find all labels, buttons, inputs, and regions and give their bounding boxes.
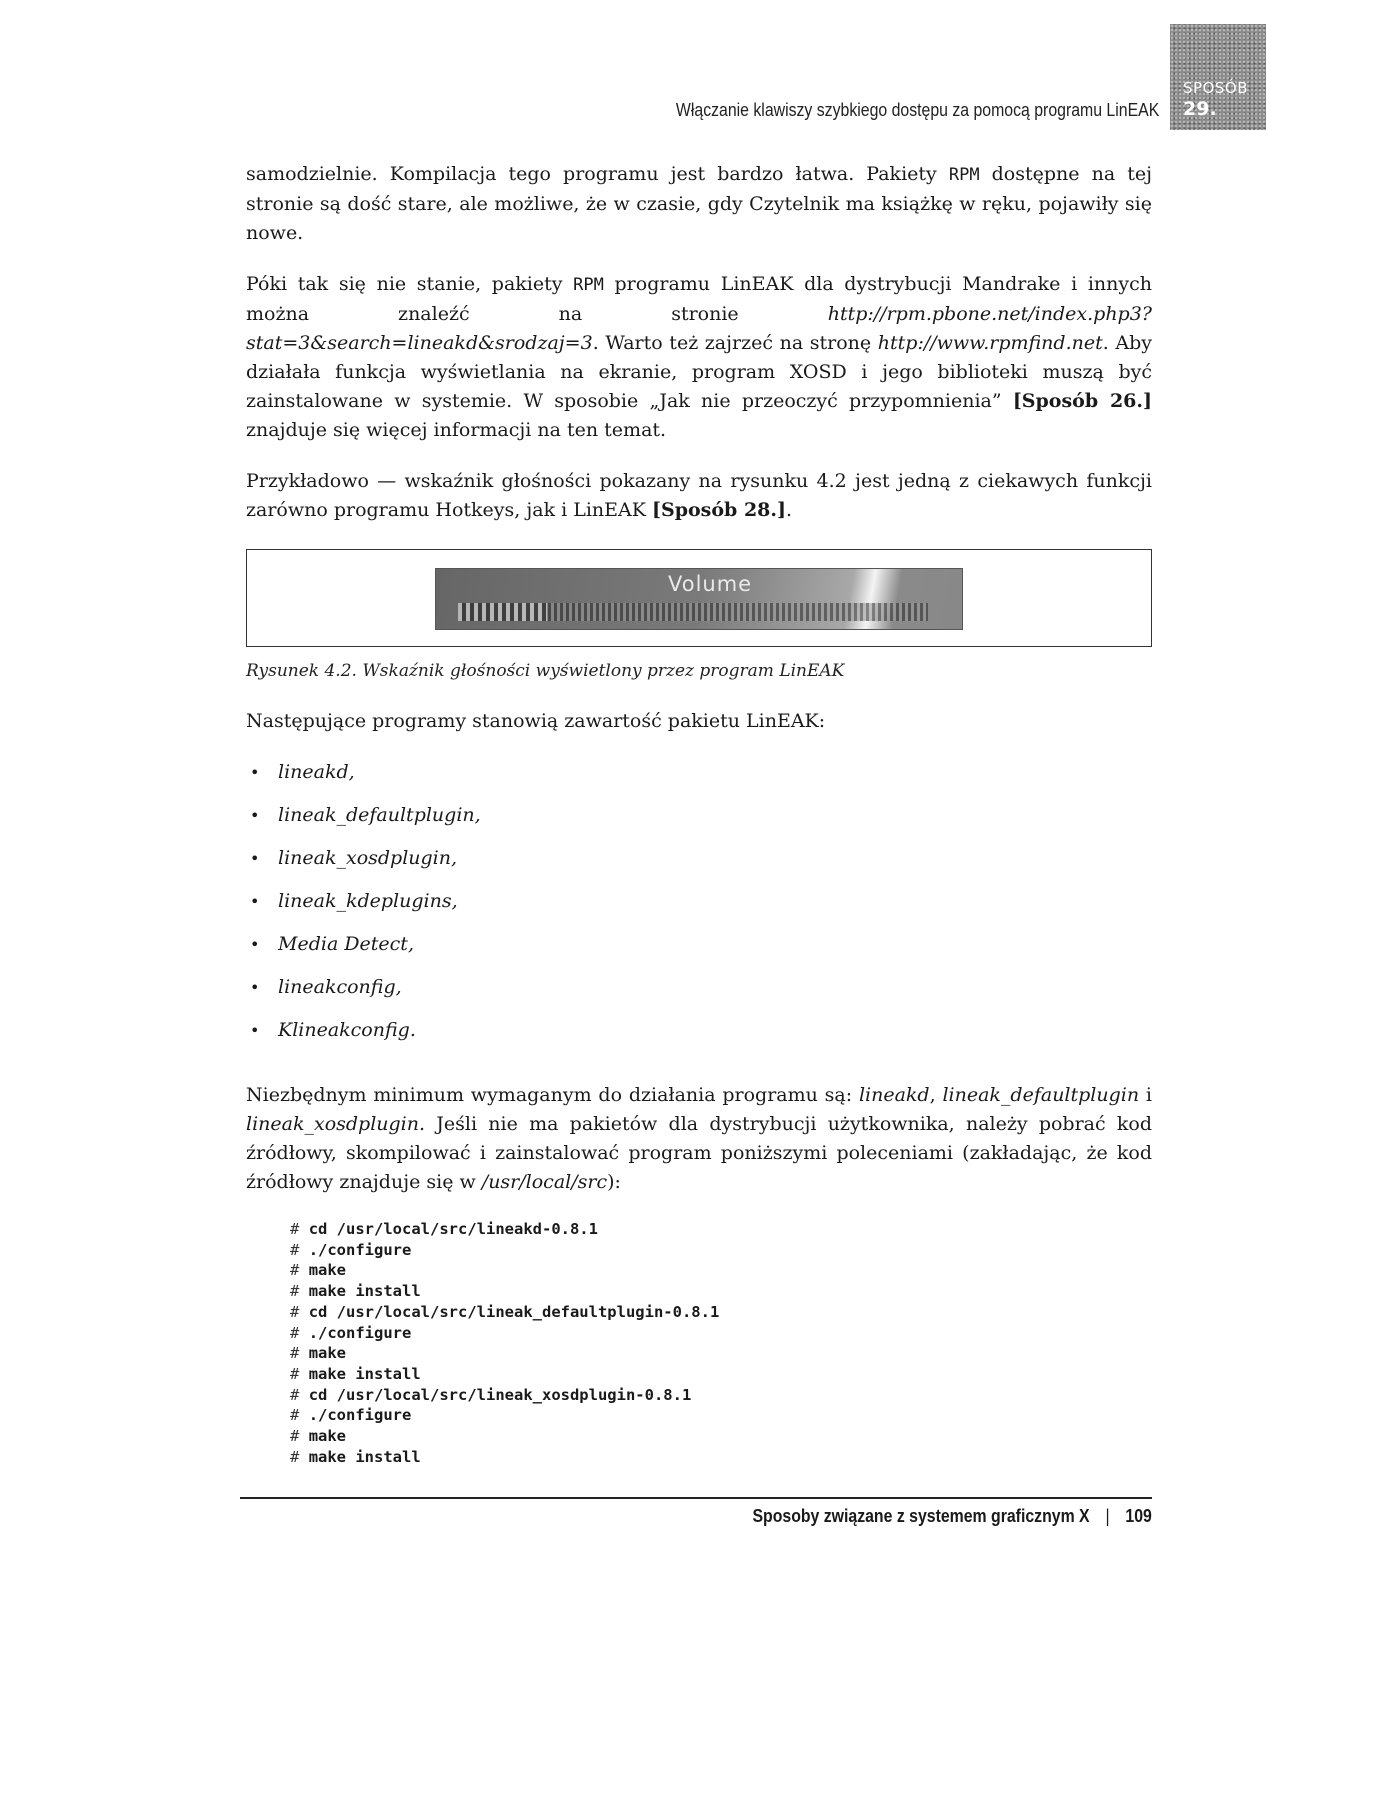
package-list-item [246, 930, 1152, 973]
bullet-icon: • [250, 1021, 260, 1040]
rpmfind-link[interactable]: http://www.rpmfind.net [877, 332, 1103, 354]
shell-command: make [308, 1261, 347, 1280]
shell-prompt: # [290, 1427, 300, 1446]
page-footer [753, 1506, 1152, 1527]
section-tab-label: SPOSÓB [1183, 79, 1248, 97]
paragraph-5-text-b: , [929, 1084, 943, 1106]
paragraph-2-text-b: programu LinEAK dla dystrybucji Mandrake i innych można znaleźć na stronie [246, 273, 1152, 325]
shell-prompt: # [290, 1344, 300, 1363]
shell-command: ./configure [308, 1323, 412, 1342]
paragraph-1 [246, 160, 1152, 248]
shell-prompt: # [290, 1447, 300, 1466]
figure-4-2 [246, 549, 1152, 647]
shell-prompt: # [290, 1240, 300, 1259]
bullet-icon: • [250, 849, 260, 868]
package-name: lineak_defaultplugin, [278, 804, 481, 826]
code-line [290, 1343, 1152, 1364]
code-line [290, 1302, 1152, 1323]
shell-prompt: # [290, 1282, 300, 1301]
footer-rule [240, 1497, 1152, 1499]
volume-bar-fill [458, 603, 547, 621]
figure-caption: Rysunek 4.2. Wskaźnik głośności wyświetlony przez program LinEAK [246, 661, 845, 681]
paragraph-1-text-a: samodzielnie. Kompilacja tego programu jest bardzo łatwa. Pakiety [246, 163, 949, 185]
section-tab [1170, 24, 1266, 130]
bullet-icon: • [250, 935, 260, 954]
paragraph-2-code: RPM [573, 275, 604, 295]
paragraph-5 [246, 1081, 1152, 1197]
package-list-item [246, 758, 1152, 801]
paragraph-3 [246, 467, 1152, 525]
shell-command: make [308, 1344, 347, 1363]
shell-prompt: # [290, 1406, 300, 1425]
shell-prompt: # [290, 1261, 300, 1280]
code-line [290, 1447, 1152, 1468]
shell-command: ./configure [308, 1240, 412, 1259]
code-line [290, 1260, 1152, 1281]
volume-bar-track [458, 603, 928, 621]
code-line [290, 1323, 1152, 1344]
footer-separator: | [1105, 1506, 1110, 1526]
shell-command: cd /usr/local/src/lineak_xosdplugin-0.8.1 [308, 1385, 692, 1404]
code-line [290, 1405, 1152, 1426]
shell-command: cd /usr/local/src/lineakd-0.8.1 [308, 1220, 598, 1238]
shell-prompt: # [290, 1364, 300, 1383]
paragraph-5-italic-lineakd: lineakd [858, 1084, 930, 1106]
package-name: lineak_kdeplugins, [278, 890, 458, 912]
package-list [246, 758, 1152, 1059]
shell-prompt: # [290, 1220, 300, 1238]
paragraph-2-text-a: Póki tak się nie stanie, pakiety [246, 273, 574, 295]
footer-chapter-title: Sposoby związane z systemem graficznym X [752, 1506, 1090, 1526]
shell-command: make install [308, 1364, 421, 1383]
page-body [246, 160, 1152, 1467]
shell-command: ./configure [308, 1406, 412, 1425]
package-name: lineak_xosdplugin, [278, 847, 458, 869]
shell-prompt: # [290, 1385, 300, 1404]
package-name: lineakd, [278, 761, 355, 783]
paragraph-2-text-e: znajduje się więcej informacji na ten temat. [246, 419, 667, 441]
package-list-item [246, 844, 1152, 887]
reference-sposob-26[interactable]: [Sposób 26.] [1012, 390, 1153, 412]
volume-osd-screenshot [435, 568, 963, 630]
package-list-item [246, 887, 1152, 930]
shell-prompt: # [290, 1323, 300, 1342]
code-line [290, 1240, 1152, 1261]
install-commands-code-block [290, 1219, 1152, 1467]
code-line [290, 1364, 1152, 1385]
bullet-icon: • [250, 892, 260, 911]
paragraph-3-text-b: . [785, 499, 793, 521]
bullet-icon: • [250, 806, 260, 825]
package-list-item [246, 1016, 1152, 1059]
package-list-item [246, 801, 1152, 844]
paragraph-3-text-a: Przykładowo — wskaźnik głośności pokazany na rysunku 4.2 jest jedną z ciekawych funkcji zarówno programu Hotkeys, jak i LinEAK [246, 470, 1152, 521]
paragraph-5-text-d: . Jeśli nie ma pakietów dla dystrybucji użytkownika, należy pobrać kod źródłowy, skompilować i zainstalować program poniższymi poleceniami (zakładając, że kod źródłowy znajduje się w [246, 1113, 1152, 1193]
paragraph-2-text-c: . Warto też zajrzeć na stronę [592, 332, 878, 354]
code-line [290, 1281, 1152, 1302]
paragraph-2 [246, 270, 1152, 445]
code-line [290, 1219, 1152, 1240]
paragraph-5-italic-xosdplugin: lineak_xosdplugin [246, 1113, 419, 1135]
bullet-icon: • [250, 978, 260, 997]
code-line [290, 1385, 1152, 1406]
shell-command: cd /usr/local/src/lineak_defaultplugin-0.8.1 [308, 1302, 720, 1321]
shell-command: make [308, 1427, 347, 1446]
paragraph-5-italic-defaultplugin: lineak_defaultplugin [942, 1084, 1140, 1106]
paragraph-4: Następujące programy stanowią zawartość pakietu LinEAK: [246, 710, 826, 732]
shell-prompt: # [290, 1302, 300, 1321]
paragraph-2-text-d: . Aby działała funkcja wyświetlania na ekranie, program XOSD i jego biblioteki muszą być zainstalowane w systemie. W sposobie „Jak nie przeoczyć przypomnienia” [246, 332, 1152, 412]
reference-sposob-28[interactable]: [Sposób 28.] [652, 499, 786, 521]
paragraph-1-text-b: dostępne na tej stronie są dość stare, ale możliwe, że w czasie, gdy Czytelnik ma książkę w ręku, pojawiły się nowe. [246, 163, 1152, 244]
package-name: Media Detect, [278, 933, 414, 955]
paragraph-5-text-c: i [1139, 1084, 1152, 1106]
package-name: Klineakconfig. [278, 1019, 416, 1041]
paragraph-5-text-e: ): [607, 1171, 621, 1193]
page-number: 109 [1125, 1506, 1152, 1526]
paragraph-1-code: RPM [948, 165, 980, 185]
shell-command: make install [308, 1447, 421, 1466]
code-line [290, 1426, 1152, 1447]
section-tab-number: 29. [1183, 98, 1217, 120]
paragraph-5-italic-path: /usr/local/src [481, 1171, 608, 1193]
pbone-link[interactable]: http://rpm.pbone.net/index.php3?stat=3&search=lineakd&srodzaj=3 [246, 303, 1152, 354]
volume-osd-title: Volume [668, 572, 753, 596]
running-header: Włączanie klawiszy szybkiego dostępu za pomocą programu LinEAK [675, 100, 1159, 120]
package-name: lineakconfig, [278, 976, 402, 998]
paragraph-5-text-a: Niezbędnym minimum wymaganym do działania programu są: [246, 1084, 859, 1106]
bullet-icon: • [250, 763, 260, 782]
shell-command: make install [308, 1282, 421, 1301]
package-list-item [246, 973, 1152, 1016]
